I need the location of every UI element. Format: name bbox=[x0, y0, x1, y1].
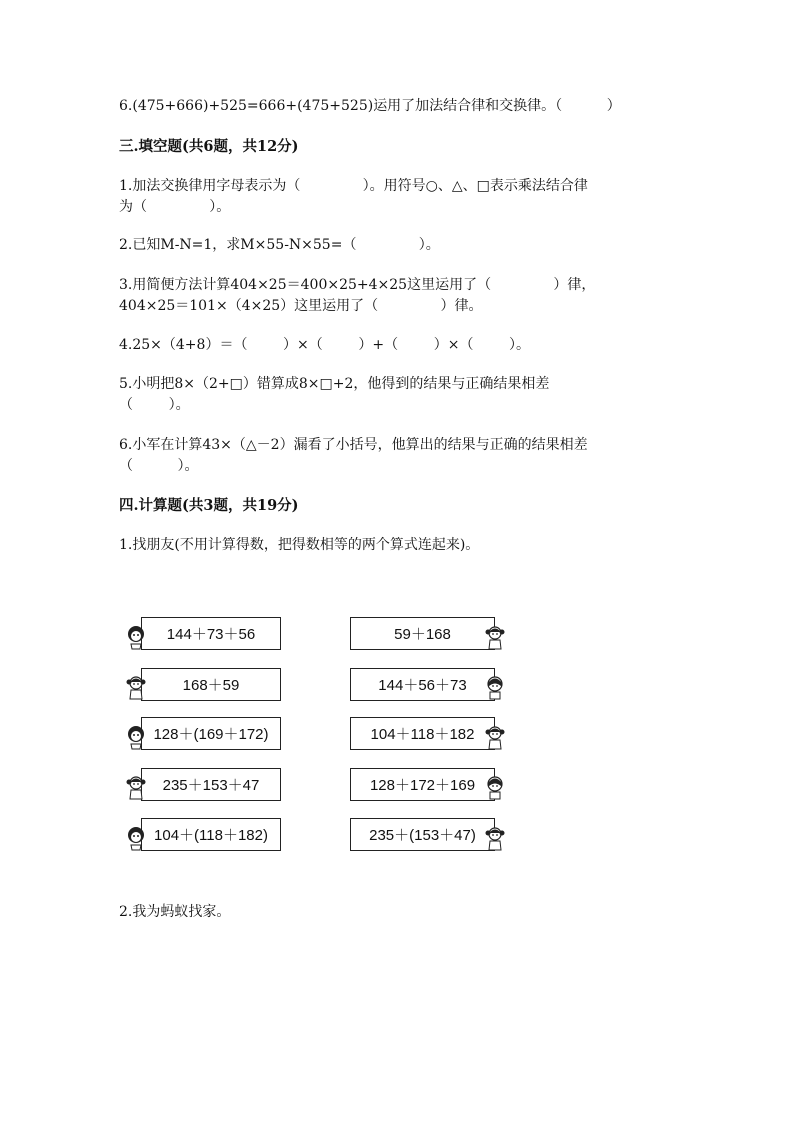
right-expression-box: 104＋118＋182 bbox=[350, 717, 495, 750]
child-cartoon-icon bbox=[484, 724, 506, 750]
child-cartoon-icon bbox=[125, 674, 147, 700]
calc-q2: 2.我为蚂蚁找家。 bbox=[119, 904, 231, 920]
fill-q3-line1: 3.用简便方法计算404×25＝400×25+4×25这里运用了（ ）律， bbox=[119, 277, 596, 293]
fill-q2: 2.已知M-N=1，求M×55-N×55=（ ）。 bbox=[119, 237, 440, 253]
child-cartoon-icon bbox=[484, 825, 506, 851]
right-expression-box: 144＋56＋73 bbox=[350, 668, 495, 701]
right-expression-box: 128＋172＋169 bbox=[350, 768, 495, 801]
fill-q6-line2: （ ）。 bbox=[119, 458, 199, 474]
child-cartoon-icon bbox=[125, 825, 147, 851]
fill-q5-line1: 5.小明把8×（2+□）错算成8×□+2，他得到的结果与正确结果相差 bbox=[119, 376, 550, 392]
child-cartoon-icon bbox=[484, 674, 506, 700]
section3-heading: 三.填空题(共6题，共12分) bbox=[119, 138, 299, 155]
fill-q6-line1: 6.小军在计算43×（△－2）漏看了小括号，他算出的结果与正确的结果相差 bbox=[119, 437, 588, 453]
fill-q1-line1: 1.加法交换律用字母表示为（ ）。用符号○、△、□表示乘法结合律 bbox=[119, 178, 588, 194]
calc-q1: 1.找朋友(不用计算得数，把得数相等的两个算式连起来)。 bbox=[119, 537, 480, 553]
fill-q4: 4.25×（4+8）＝（ ）×（ ）+（ ）×（ ）。 bbox=[119, 337, 531, 353]
left-expression-box: 104＋(118＋182) bbox=[141, 818, 281, 851]
left-expression-box: 168＋59 bbox=[141, 668, 281, 701]
left-expression-box: 144＋73＋56 bbox=[141, 617, 281, 650]
child-cartoon-icon bbox=[125, 774, 147, 800]
left-expression-box: 235＋153＋47 bbox=[141, 768, 281, 801]
fill-q5-line2: （ ）。 bbox=[119, 397, 190, 413]
section4-heading: 四.计算题(共3题，共19分) bbox=[119, 497, 299, 514]
judge-item-6: 6.(475+666)+525=666+(475+525)运用了加法结合律和交换律。（ ） bbox=[119, 98, 621, 114]
child-cartoon-icon bbox=[484, 774, 506, 800]
fill-q1-line2: 为（ ）。 bbox=[119, 199, 231, 215]
fill-q3-line2: 404×25＝101×（4×25）这里运用了（ ）律。 bbox=[119, 298, 483, 314]
left-expression-box: 128＋(169＋172) bbox=[141, 717, 281, 750]
right-expression-box: 59＋168 bbox=[350, 617, 495, 650]
right-expression-box: 235＋(153＋47) bbox=[350, 818, 495, 851]
child-cartoon-icon bbox=[125, 624, 147, 650]
child-cartoon-icon bbox=[484, 624, 506, 650]
child-cartoon-icon bbox=[125, 724, 147, 750]
